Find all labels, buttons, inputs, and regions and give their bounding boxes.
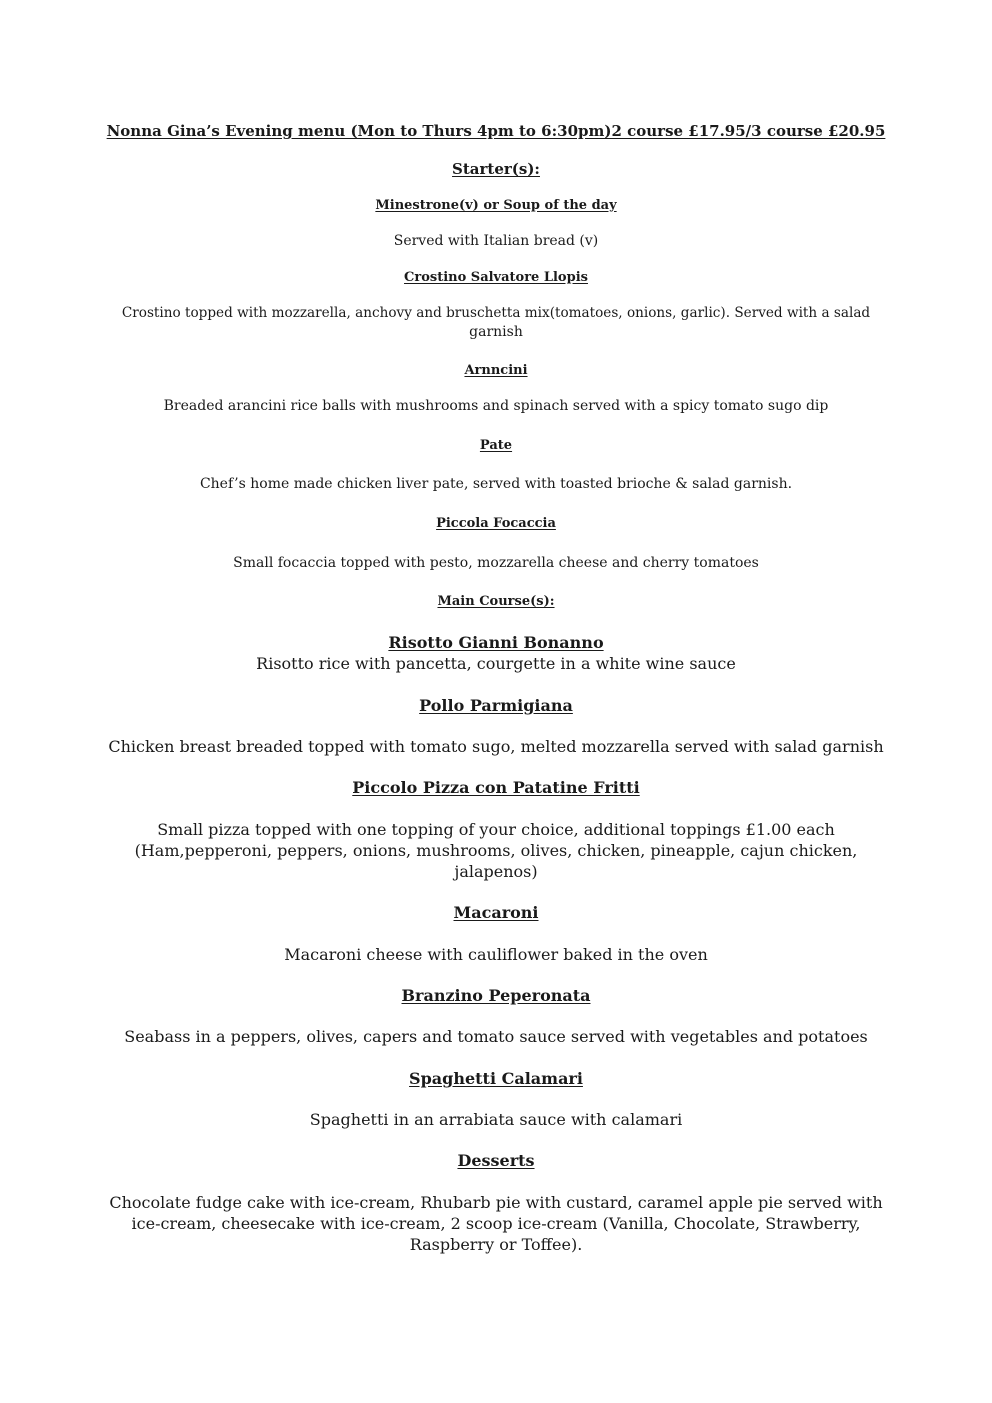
main-description-continued: (Ham,pepperoni, peppers, onions, mushrooms, olives, chicken, pineapple, cajun chicken,: [134, 841, 858, 860]
starter-description: Crostino topped with mozzarella, anchovy and bruschetta mix(tomatoes, onions, garlic). Served with a salad: [121, 305, 871, 321]
main-name: Piccolo Pizza con Patatine Fritti: [352, 778, 640, 797]
desserts-description: Chocolate fudge cake with ice-cream, Rhubarb pie with custard, caramel apple pie served with: [109, 1193, 883, 1212]
main-name: Macaroni: [453, 903, 539, 922]
main-description: Macaroni cheese with cauliflower baked in the oven: [284, 945, 708, 964]
main-name: Spaghetti Calamari: [409, 1069, 583, 1088]
starter-name: Minestrone(v) or Soup of the day: [375, 198, 617, 213]
mains-heading: Main Course(s):: [437, 594, 555, 609]
main-description: Seabass in a peppers, olives, capers and tomato sauce served with vegetables and potatoes: [124, 1027, 868, 1046]
starter-name: Crostino Salvatore Llopis: [404, 270, 588, 285]
starter-description: Served with Italian bread (v): [393, 233, 599, 249]
main-description: Chicken breast breaded topped with tomato sugo, melted mozzarella served with salad garnish: [108, 737, 884, 756]
desserts-description-continued: Raspberry or Toffee).: [409, 1235, 583, 1254]
main-name: Risotto Gianni Bonanno: [388, 633, 604, 652]
starter-description: Small focaccia topped with pesto, mozzarella cheese and cherry tomatoes: [233, 555, 759, 571]
desserts-heading: Desserts: [457, 1151, 535, 1170]
main-description: Spaghetti in an arrabiata sauce with calamari: [309, 1110, 683, 1129]
starter-name: Pate: [479, 438, 513, 453]
starters-heading: Starter(s):: [452, 160, 540, 178]
starter-description: Chef’s home made chicken liver pate, served with toasted brioche & salad garnish.: [199, 476, 793, 492]
main-description: Risotto rice with pancetta, courgette in a white wine sauce: [256, 654, 736, 673]
starter-description-continued: garnish: [469, 324, 523, 340]
menu-title: Nonna Gina’s Evening menu (Mon to Thurs 4pm to 6:30pm)2 course £17.95/3 course £20.95: [106, 122, 886, 140]
main-name: Branzino Peperonata: [401, 986, 591, 1005]
starter-name: Arnncini: [464, 363, 528, 378]
starter-description: Breaded arancini rice balls with mushrooms and spinach served with a spicy tomato sugo dip: [163, 398, 829, 414]
main-description-continued: jalapenos): [454, 862, 538, 881]
main-description: Small pizza topped with one topping of your choice, additional toppings £1.00 each: [157, 820, 835, 839]
main-name: Pollo Parmigiana: [419, 696, 573, 715]
desserts-description-continued: ice-cream, cheesecake with ice-cream, 2 scoop ice-cream (Vanilla, Chocolate, Strawberry,: [131, 1214, 861, 1233]
starter-name: Piccola Focaccia: [436, 516, 556, 531]
